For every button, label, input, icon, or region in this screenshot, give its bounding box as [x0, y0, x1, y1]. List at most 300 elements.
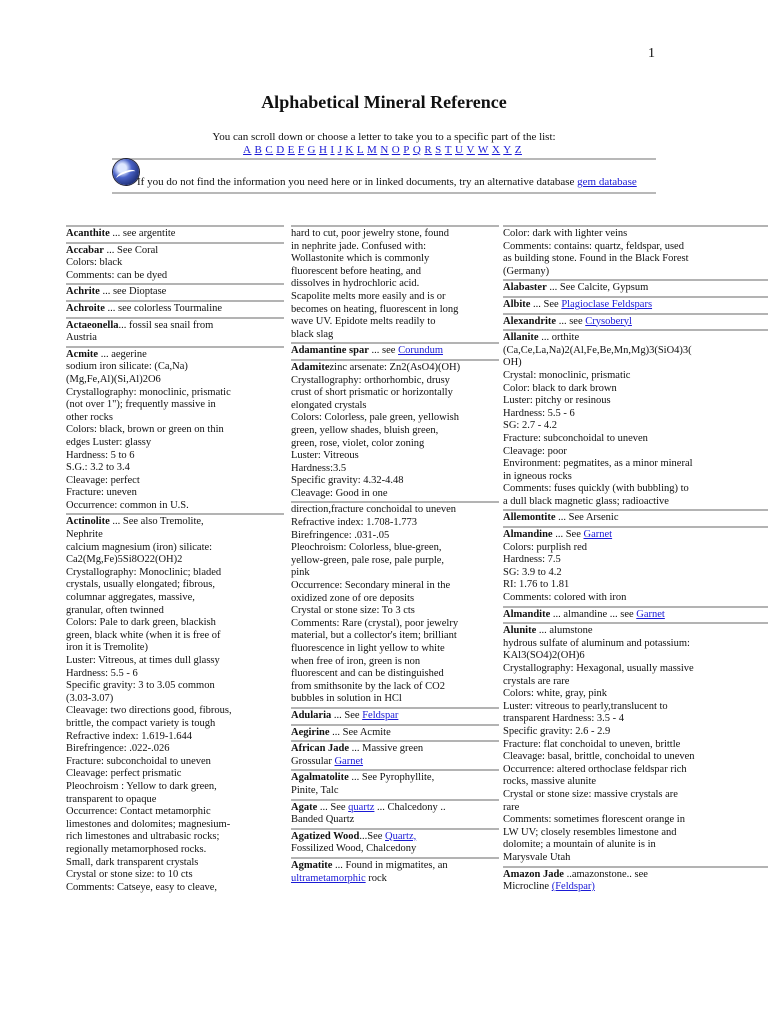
entry-line — [503, 554, 768, 567]
gem-database-link[interactable]: gem database — [577, 176, 637, 188]
mineral-name: Actaeonella — [66, 319, 119, 331]
entry-line — [66, 475, 284, 488]
entry-text: brittle, the compact variety is tough — [66, 717, 216, 729]
entry-line — [291, 743, 499, 756]
entry-line — [66, 630, 284, 643]
entry-line — [291, 643, 499, 656]
entry-line — [66, 831, 284, 844]
entry-text: SG: 2.7 - 4.2 — [503, 420, 557, 432]
entry-text: (3.03-3.07) — [66, 692, 114, 704]
entry-line — [66, 554, 284, 567]
entry-line — [503, 483, 768, 496]
mineral-entry — [503, 526, 768, 606]
mineral-entry — [291, 740, 499, 769]
entry-line — [291, 656, 499, 669]
entry-line — [291, 756, 499, 769]
entry-line — [291, 400, 499, 413]
entry-line — [291, 542, 499, 555]
entry-text: Fracture: subconchoidal to uneven — [503, 432, 648, 444]
entry-line — [503, 228, 768, 241]
entry-line — [66, 399, 284, 412]
entry-text: Cleavage: basal, brittle, conchoidal to uneven — [503, 751, 695, 763]
entry-text: Luster: vitreous to pearly,translucent to — [503, 700, 668, 712]
entry-line — [503, 332, 768, 345]
letter-link-i[interactable]: I — [330, 144, 335, 156]
entry-line — [291, 517, 499, 530]
entry-line — [503, 420, 768, 433]
mineral-link[interactable]: Quartz, — [385, 830, 417, 842]
entry-text: Pleochroism: Colorless, blue-green, — [291, 542, 442, 554]
entry-line — [291, 438, 499, 451]
entry-text: Ca2(Mg,Fe)5Si8O22(OH)2 — [66, 554, 183, 566]
entry-text: Banded Quartz — [291, 814, 355, 826]
entry-line — [291, 873, 499, 886]
entry-text: becomes on heating, fluorescent in long — [291, 303, 459, 315]
entry-line — [66, 487, 284, 500]
entry-line — [503, 802, 768, 815]
entry-line — [291, 375, 499, 388]
letter-link-e[interactable]: E — [287, 144, 295, 156]
entry-text: Crystallography: Monoclinic; bladed — [66, 566, 222, 578]
entry-text: calcium magnesium (iron) silicate: — [66, 541, 213, 553]
entry-text: fluorescent and can be distinguished — [291, 668, 444, 680]
globe-icon — [113, 159, 139, 185]
entry-text: SG: 3.9 to 4.2 — [503, 566, 562, 578]
entry-text: regionally metamorphosed rocks. — [66, 843, 207, 855]
letter-link-c[interactable]: C — [265, 144, 274, 156]
entry-text: Hardness: 7.5 — [503, 554, 561, 566]
entry-line — [66, 516, 284, 529]
entry-line — [66, 245, 284, 258]
entry-text: edges Luster: glassy — [66, 436, 152, 448]
divider — [112, 192, 656, 194]
entry-text: Fracture: uneven — [66, 487, 137, 499]
mineral-name: Aegirine — [291, 726, 330, 738]
divider — [112, 158, 656, 160]
letter-link-b[interactable]: B — [254, 144, 263, 156]
entry-text: green, yellow shades, bluish green, — [291, 424, 439, 436]
intro-text: You can scroll down or choose a letter to take you to a specific part of the list: — [212, 131, 556, 143]
mineral-link[interactable]: Feldspar — [362, 709, 399, 721]
entry-line — [66, 869, 284, 882]
entry-line — [291, 253, 499, 266]
entry-text: columnar aggregates, massive, — [66, 592, 195, 604]
mineral-name: Almandite — [503, 608, 551, 620]
entry-text: ... aegerine — [98, 348, 147, 360]
entry-text: ... see — [368, 345, 399, 357]
entry-line — [66, 693, 284, 706]
entry-line — [291, 630, 499, 643]
entry-text: Comments: can be dyed — [66, 269, 168, 281]
mineral-name: Adamantine spar — [291, 345, 369, 357]
entry-text: transparent to opaque — [66, 793, 157, 805]
entry-line — [291, 329, 499, 342]
entry-text: fluorescence in light yellow to white — [291, 643, 445, 654]
letter-link-k[interactable]: K — [345, 144, 354, 156]
entry-line — [291, 555, 499, 568]
entry-line — [503, 253, 768, 266]
letter-link-m[interactable]: M — [367, 144, 378, 156]
entry-text: (not over 1"); frequently massive in — [66, 399, 216, 411]
entry-text: ... fossil sea snail from — [118, 319, 214, 331]
entry-text: transparent Hardness: 3.5 - 4 — [503, 713, 625, 725]
entry-line — [291, 475, 499, 488]
entry-text: Cleavage: two directions good, fibrous, — [66, 705, 232, 717]
column-1 — [66, 225, 284, 895]
entry-text: Nephrite — [66, 529, 103, 541]
entry-line — [291, 727, 499, 740]
entry-line — [503, 663, 768, 676]
entry-line — [66, 412, 284, 425]
entry-text: RI: 1.76 to 1.81 — [503, 579, 570, 591]
entry-text: ... see — [556, 315, 586, 327]
entry-text: Colors: Colorless, pale green, yellowish — [291, 412, 459, 424]
entry-line — [66, 844, 284, 857]
entry-line — [291, 785, 499, 798]
entry-text: Occurrence: Contact metamorphic — [66, 806, 211, 818]
entry-text: oxidized zone of ore deposits — [291, 592, 415, 604]
entry-line — [503, 408, 768, 421]
entry-line — [66, 756, 284, 769]
mineral-link[interactable]: Garnet — [583, 529, 613, 541]
letter-link-q[interactable]: Q — [412, 144, 422, 156]
entry-text: granular, often twinned — [66, 604, 164, 616]
mineral-entry — [291, 501, 499, 707]
mineral-name: African Jade — [291, 743, 350, 755]
entry-line — [503, 650, 768, 663]
entry-text: Pinite, Talc — [291, 784, 339, 796]
entry-text: Comments: Catseye, easy to cleave, — [66, 881, 218, 893]
entry-line — [503, 839, 768, 852]
entry-line — [66, 705, 284, 718]
entry-line — [66, 424, 284, 437]
entry-text: ... See Calcite, Gypsum — [546, 282, 649, 294]
mineral-entry — [503, 225, 768, 279]
entry-text: Fracture: subconchoidal to uneven — [66, 755, 211, 767]
entry-text: ... see Dioptase — [99, 286, 167, 298]
mineral-entry — [66, 242, 284, 284]
entry-line — [503, 241, 768, 254]
entry-text: from smithsonite by the lack of CO2 — [291, 680, 445, 692]
mineral-name: Adularia — [291, 709, 332, 721]
entry-text: ..amazonstone.. see — [563, 868, 648, 880]
entry-line — [291, 266, 499, 279]
entry-line — [503, 542, 768, 555]
entry-text: dolomite; a mountain of alunite is in — [503, 839, 656, 851]
entry-text: Comments: sometimes florescent orange in — [503, 814, 685, 826]
letter-link-x[interactable]: X — [491, 144, 501, 156]
entry-text: limestones and dolomites; magnesium- — [66, 818, 231, 830]
entry-line — [66, 320, 284, 333]
entry-text: S.G.: 3.2 to 3.4 — [66, 462, 130, 474]
entry-line — [503, 827, 768, 840]
entry-line — [291, 278, 499, 291]
entry-text: Luster: Vitreous — [291, 450, 359, 462]
entry-line — [66, 743, 284, 756]
mineral-entry — [66, 346, 284, 514]
mineral-name: Alabaster — [503, 282, 547, 294]
entry-text: Crystal or stone size: to 10 cts — [66, 869, 193, 881]
letter-link-z[interactable]: Z — [514, 144, 522, 156]
entry-line — [66, 542, 284, 555]
entry-text: Hardness:3.5 — [291, 462, 347, 474]
entry-text: ... See Pyrophyllite, — [348, 772, 435, 784]
entry-text: other rocks — [66, 411, 113, 423]
entry-text: ... Found in migmatites, an — [332, 859, 448, 871]
mineral-link[interactable]: ultrametamorphic — [291, 872, 366, 884]
mineral-link[interactable]: Garnet — [334, 755, 364, 767]
entry-text: yellow-green, pale rose, pale purple, — [291, 554, 445, 566]
mineral-link[interactable]: quartz — [348, 801, 375, 813]
entry-line — [66, 270, 284, 283]
entry-line — [66, 529, 284, 542]
entry-text: Small, dark transparent crystals — [66, 856, 199, 868]
entry-line — [503, 282, 768, 295]
entry-line — [503, 345, 768, 358]
entry-text: ... see argentite — [109, 228, 176, 239]
entry-text: crust of short prismatic or horizontally — [291, 387, 453, 399]
entry-text: Hardness: 5 to 6 — [66, 449, 135, 461]
entry-line — [503, 726, 768, 739]
entry-line — [66, 374, 284, 387]
entry-line — [291, 772, 499, 785]
entry-text: Environment: pegmatites, as a minor mineral — [503, 458, 693, 470]
letter-link-n[interactable]: N — [380, 144, 389, 156]
page-title: Alphabetical Mineral Reference — [261, 92, 507, 112]
entry-line — [66, 781, 284, 794]
entry-text: Hardness: 5.5 - 6 — [503, 407, 575, 419]
entry-text: Luster: Vitreous, at times dull glassy — [66, 655, 220, 666]
entry-text: ... orthite — [538, 332, 580, 344]
letter-link-a[interactable]: A — [243, 144, 252, 156]
mineral-link[interactable]: (Feldspar) — [551, 881, 595, 893]
mineral-name: Albite — [503, 298, 531, 310]
entry-line — [291, 593, 499, 606]
letter-link-t[interactable]: T — [444, 144, 453, 156]
entry-text: Specific gravity: 3 to 3.05 common — [66, 680, 215, 692]
entry-line — [503, 881, 768, 894]
mineral-entry — [291, 769, 499, 798]
entry-line — [503, 688, 768, 701]
entry-text: Birefringence: .022-.026 — [66, 743, 170, 755]
letter-link-d[interactable]: D — [276, 144, 285, 156]
entry-line — [291, 693, 499, 706]
entry-text: LW UV; closely resembles limestone and — [503, 826, 677, 838]
mineral-name: Agalmatolite — [291, 772, 349, 784]
entry-line — [66, 794, 284, 807]
page-number: 1 — [648, 46, 655, 61]
mineral-entry — [66, 283, 284, 300]
entry-line — [291, 291, 499, 304]
entry-text: Crystal or stone size: To 3 cts — [291, 605, 415, 617]
entry-text: Occurrence: Secondary mineral in the — [291, 580, 451, 592]
entry-text: Comments: contains: quartz, feldspar, used — [503, 240, 684, 252]
entry-line — [66, 450, 284, 463]
entry-line — [503, 512, 768, 525]
letter-link-l[interactable]: L — [356, 144, 365, 156]
entry-line — [503, 638, 768, 651]
entry-text: Comments: fuses quickly (with bubbling) to — [503, 483, 689, 495]
entry-line — [291, 504, 499, 517]
mineral-name: Allemontite — [503, 512, 556, 524]
letter-index — [112, 144, 656, 156]
entry-line — [503, 446, 768, 459]
entry-line — [503, 458, 768, 471]
entry-text: in igneous rocks — [503, 470, 572, 482]
entry-line — [66, 655, 284, 668]
entry-line — [291, 450, 499, 463]
entry-text: Fracture: flat conchoidal to uneven, brittle — [503, 738, 681, 750]
mineral-entry — [291, 342, 499, 359]
entry-text: direction,fracture conchoidal to uneven — [291, 504, 457, 516]
entry-text: elongated crystals — [291, 399, 367, 411]
entry-text: zinc arsenate: Zn2(AsO4)(OH) — [329, 361, 461, 373]
mineral-entry — [66, 225, 284, 242]
entry-text: Color: dark with lighter veins — [503, 228, 628, 239]
entry-line — [291, 412, 499, 425]
mineral-link[interactable]: Crysoberyl — [585, 315, 632, 327]
entry-line — [66, 349, 284, 362]
entry-text: crystals, usually elongated; fibrous, — [66, 579, 216, 591]
entry-line — [66, 680, 284, 693]
entry-text: Occurrence: common in U.S. — [66, 499, 189, 511]
entry-line — [503, 592, 768, 605]
entry-line — [503, 370, 768, 383]
mineral-entry — [66, 317, 284, 346]
mineral-link[interactable]: Corundum — [398, 345, 443, 357]
entry-text: dissolves in hydrochloric acid. — [291, 278, 420, 290]
mineral-name: Agmatite — [291, 859, 333, 871]
entry-line — [291, 228, 499, 241]
entry-text: Fossilized Wood, Chalcedony — [291, 843, 417, 855]
mineral-name: Achroite — [66, 302, 105, 314]
letter-link-w[interactable]: W — [477, 144, 489, 156]
letter-link-j[interactable]: J — [337, 144, 343, 156]
mineral-entry — [503, 313, 768, 330]
entry-line — [291, 425, 499, 438]
mineral-entry — [503, 866, 768, 895]
entry-line — [503, 764, 768, 777]
entry-text: Wollastonite which is commonly — [291, 253, 430, 265]
letter-link-o[interactable]: O — [391, 144, 401, 156]
entry-text: Cleavage: perfect — [66, 474, 140, 486]
entry-line — [291, 831, 499, 844]
mineral-name: Acmite — [66, 348, 99, 360]
entry-text: ... See also Tremolite, — [109, 516, 204, 528]
mineral-entry — [503, 329, 768, 509]
entry-text: hard to cut, poor jewelry stone, found — [291, 228, 450, 239]
entry-line — [291, 860, 499, 873]
entry-line — [503, 529, 768, 542]
entry-line — [66, 437, 284, 450]
entry-text: fluorescent before heating, and — [291, 265, 422, 277]
mineral-entry — [503, 606, 768, 623]
entry-line — [503, 433, 768, 446]
entry-text: Marysvale Utah — [503, 851, 571, 863]
entry-line — [66, 592, 284, 605]
mineral-entry — [291, 707, 499, 724]
entry-line — [503, 789, 768, 802]
entry-line — [291, 580, 499, 593]
entry-line — [503, 739, 768, 752]
letter-link-h[interactable]: H — [318, 144, 328, 156]
letter-link-u[interactable]: U — [455, 144, 464, 156]
entry-text: Austria — [66, 332, 97, 344]
letter-link-s[interactable]: S — [435, 144, 442, 156]
letter-link-y[interactable]: Y — [503, 144, 512, 156]
mineral-entry — [291, 828, 499, 857]
entry-text: (Mg,Fe,Al)(Si,Al)2O6 — [66, 373, 161, 385]
mineral-name: Actinolite — [66, 516, 110, 528]
entry-line — [66, 579, 284, 592]
notice — [137, 176, 637, 188]
entry-line — [66, 387, 284, 400]
entry-text: ... See Acmite — [329, 726, 391, 738]
entry-line — [66, 567, 284, 580]
entry-text: rocks, massive alunite — [503, 776, 597, 788]
letter-link-r[interactable]: R — [424, 144, 433, 156]
mineral-entry — [291, 799, 499, 828]
entry-line — [291, 814, 499, 827]
entry-line — [291, 681, 499, 694]
entry-line — [66, 228, 284, 241]
mineral-entry — [291, 724, 499, 741]
entry-line — [503, 869, 768, 882]
mineral-name: Alunite — [503, 625, 537, 637]
mineral-link[interactable]: Garnet — [636, 608, 665, 620]
mineral-entry — [66, 300, 284, 317]
entry-line — [291, 387, 499, 400]
entry-line — [291, 668, 499, 681]
letter-link-v[interactable]: V — [466, 144, 475, 156]
entry-text: when free of iron, green is non — [291, 655, 421, 667]
entry-line — [503, 609, 768, 622]
entry-text: Refractive index: 1.619-1.644 — [66, 730, 192, 742]
entry-line — [503, 625, 768, 638]
entry-text: ... See — [552, 529, 584, 541]
entry-text: rock — [365, 872, 387, 884]
entry-text: Specific gravity: 4.32-4.48 — [291, 475, 404, 487]
entry-line — [291, 843, 499, 856]
entry-line — [291, 488, 499, 501]
entry-text: ... See — [530, 298, 562, 310]
notice-text: If you do not find the information you need here or in linked documents, try an alternative database — [137, 176, 578, 188]
entry-text: Colors: black — [66, 257, 123, 269]
letter-link-g[interactable]: G — [307, 144, 316, 156]
entry-text: bubbles in solution in HCl — [291, 693, 402, 705]
mineral-link[interactable]: Plagioclase Feldspars — [561, 298, 653, 310]
entry-text: ... See Coral — [103, 244, 159, 256]
entry-text: crystals are rare — [503, 675, 570, 687]
entry-text: Cleavage: Good in one — [291, 487, 388, 499]
entry-text: as building stone. Found in the Black Forest — [503, 253, 689, 265]
entry-text: ... See Arsenic — [555, 512, 619, 524]
letter-link-p[interactable]: P — [403, 144, 410, 156]
entry-line — [66, 857, 284, 870]
mineral-name: Agatized Wood — [291, 830, 360, 842]
entry-text: Cleavage: poor — [503, 445, 567, 457]
entry-text: Hardness: 5.5 - 6 — [66, 667, 138, 679]
mineral-entry — [291, 225, 499, 342]
letter-link-f[interactable]: F — [297, 144, 305, 156]
entry-line — [503, 496, 768, 509]
entry-line — [291, 463, 499, 476]
entry-text: Microcline — [503, 881, 552, 893]
entry-line — [503, 579, 768, 592]
entry-line — [66, 882, 284, 895]
entry-text: Color: black to dark brown — [503, 382, 617, 394]
entry-line — [503, 357, 768, 370]
